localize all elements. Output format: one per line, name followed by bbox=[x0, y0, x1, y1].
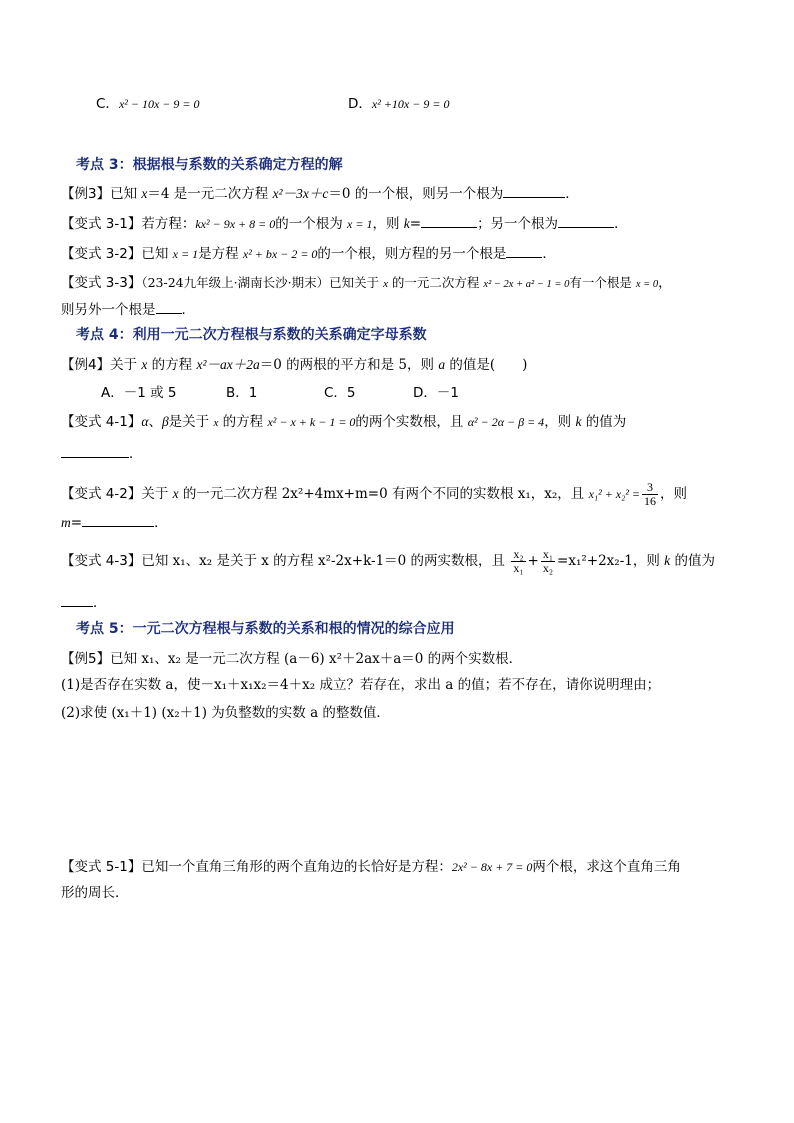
variant-3-3: 【变式 3-3】（23-24九年级上·湖南长沙·期末）已知关于 x 的一元二次方程 x² − 2x + a² − 1 = 0有一个根是 x = 0， bbox=[61, 275, 672, 291]
fraction-3-16: $\frac{3}{16}$ bbox=[643, 480, 656, 508]
option-d: D．x² +10x − 9 = 0 bbox=[348, 96, 450, 112]
answer-blank bbox=[82, 513, 154, 527]
variant-3-2: 【变式 3-2】已知 x = 1是方程 x² + bx − 2 = 0的一个根，则方程的另一个根是 ． bbox=[61, 246, 556, 262]
variant-4-1-line2: ． bbox=[61, 444, 143, 463]
option-c: C．x² − 10x − 9 = 0 bbox=[96, 96, 200, 112]
answer-blank bbox=[503, 184, 565, 198]
example-4-option-c: C．5 bbox=[324, 385, 356, 401]
fraction-x2-over-x1: $\frac{\text{x₂}}{\text{x₁}}$ bbox=[513, 547, 524, 575]
section-heading-3: 考点 3：根据根与系数的关系确定方程的解 bbox=[76, 157, 343, 173]
example-4-option-b: B．1 bbox=[226, 385, 258, 401]
variant-4-2: 【变式 4-2】关于 x 的一元二次方程 2x²+4mx+m=0 有两个不同的实数根 x₁，x₂，且 x₁² + x₂² = $\frac{3}{16}$ ，则 bbox=[61, 480, 687, 508]
example-4-option-a: A．－1 或 5 bbox=[101, 385, 177, 401]
option-d-equation: x² +10x − 9 = 0 bbox=[371, 97, 450, 111]
example-4: 【例4】关于 x 的方程 x²－ax＋2a＝0 的两根的平方和是 5，则 a 的值是( ) bbox=[61, 357, 528, 373]
answer-blank bbox=[61, 444, 129, 458]
example-5-question-1: (1)是否存在实数 a，使－x₁＋x₁x₂＝4＋x₂ 成立？若存在，求出 a 的值；若不存在，请你说明理由； bbox=[61, 677, 661, 693]
answer-blank bbox=[61, 593, 93, 607]
answer-blank bbox=[156, 300, 182, 314]
variant-4-3: 【变式 4-3】已知 x₁、x₂ 是关于 x 的方程 x²-2x+k-1＝0 的两实数根，且 $\frac{\text{x₂}}{\text{x₁}}$ + $\frac{\text{x₁}}{\text{x₂}}$ =x₁²+2x₂-1，则 k 的值为 bbox=[61, 547, 715, 575]
section-heading-5: 考点 5：一元二次方程根与系数的关系和根的情况的综合应用 bbox=[76, 621, 455, 637]
variant-3-1: 【变式 3-1】若方程：kx² − 9x + 8 = 0的一个根为 x = 1，则 k= ；另一个根为 ． bbox=[61, 216, 628, 232]
variant-4-2-line2: m= ． bbox=[61, 515, 168, 531]
example-3: 【例3】已知 x＝4 是一元二次方程 x²－3x＋c＝0 的一个根，则另一个根为 ． bbox=[61, 186, 579, 202]
section-heading-4: 考点 4：利用一元二次方程根与系数的关系确定字母系数 bbox=[76, 327, 427, 343]
variant-3-3-line2: 则另外一个根是 ． bbox=[61, 302, 195, 318]
fraction-x1-over-x2: $\frac{\text{x₁}}{\text{x₂}}$ bbox=[542, 547, 554, 575]
answer-blank bbox=[506, 244, 542, 258]
example-5-question-2: (2)求使 (x₁＋1) (x₂＋1) 为负整数的实数 a 的整数值． bbox=[61, 705, 390, 721]
example-4-option-d: D．－1 bbox=[413, 385, 459, 401]
variant-4-3-line2: ． bbox=[61, 593, 107, 612]
variant-5-1-line2: 形的周长． bbox=[61, 885, 129, 901]
answer-blank bbox=[421, 214, 477, 228]
option-c-equation: x² − 10x − 9 = 0 bbox=[118, 97, 200, 111]
variant-4-1: 【变式 4-1】α、β是关于 x 的方程 x² − x + k − 1 = 0的两个实数根，且 α² − 2α − β = 4，则 k 的值为 bbox=[61, 414, 627, 430]
variant-5-1: 【变式 5-1】已知一个直角三角形的两个直角边的长恰好是方程：2x² − 8x + 7 = 0两个根，求这个直角三角 bbox=[61, 859, 681, 875]
answer-blank bbox=[558, 214, 614, 228]
example-5: 【例5】已知 x₁、x₂ 是一元二次方程 (a－6) x²＋2ax＋a＝0 的两个实数根． bbox=[61, 651, 523, 667]
